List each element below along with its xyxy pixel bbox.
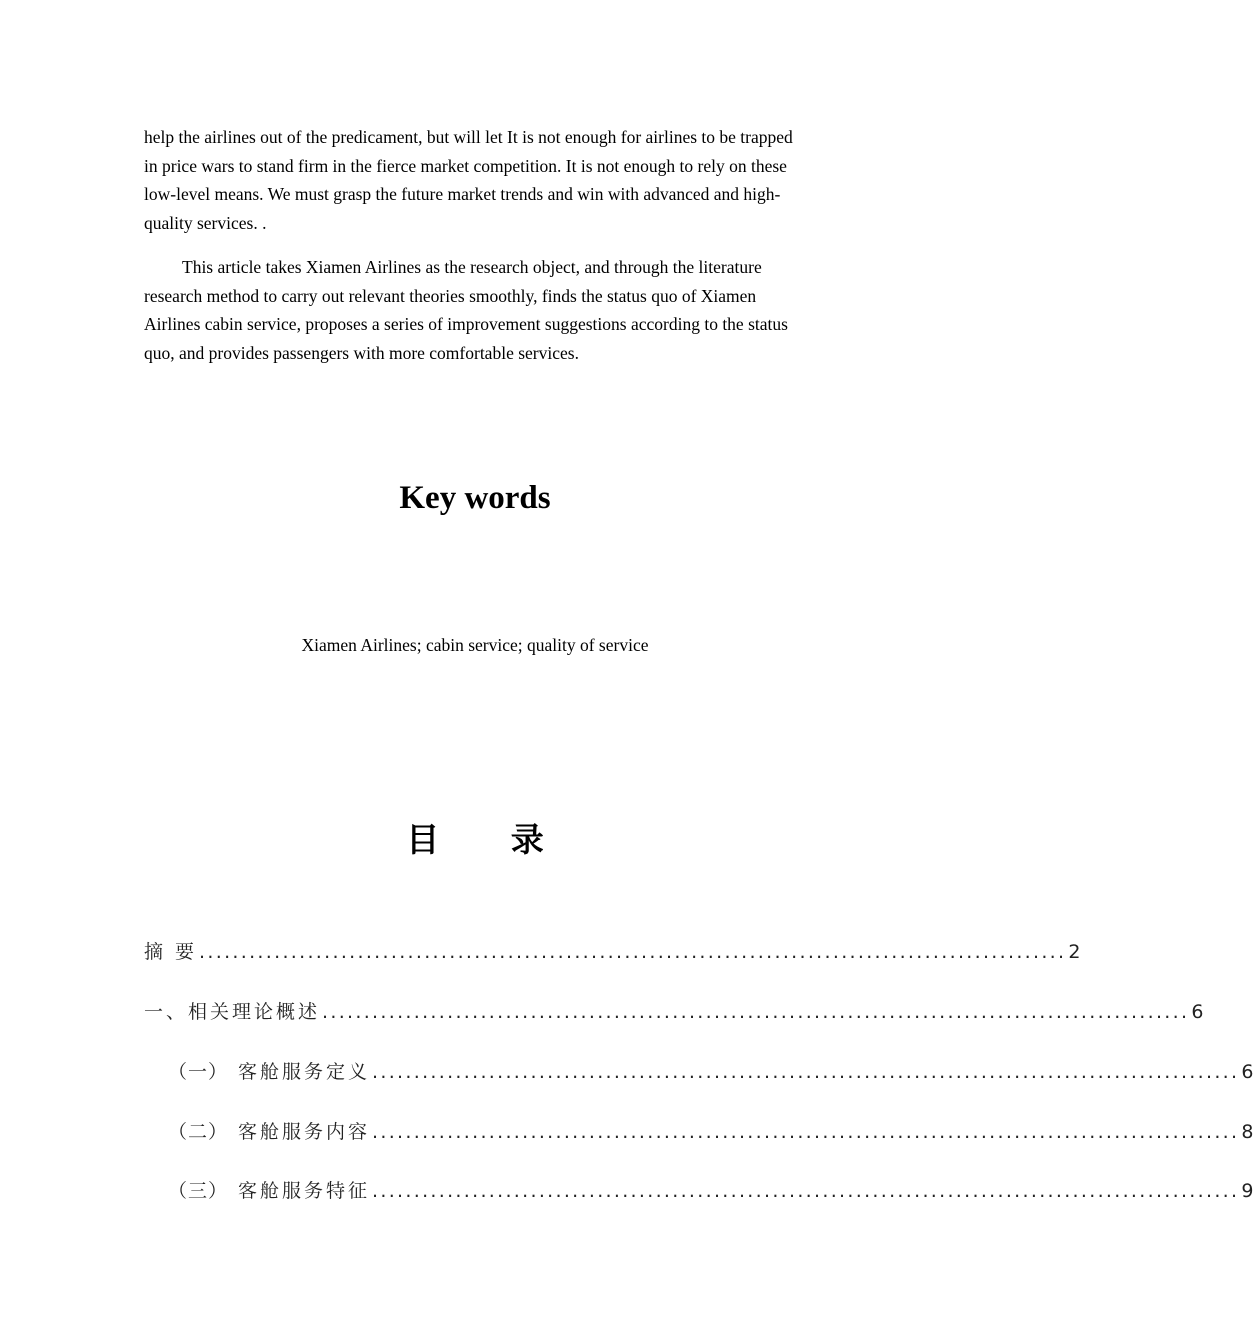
toc-entry-number: （一） — [168, 1061, 229, 1083]
toc-page-number: 2 — [1068, 941, 1081, 963]
toc-leader-dots: ........................................................................................................ — [372, 1121, 1240, 1143]
toc-entry-label: 摘 要 — [144, 941, 198, 963]
toc-page-number: 6 — [1241, 1061, 1253, 1083]
toc-entry-text — [168, 1177, 370, 1205]
toc-entry-label: 客舱服务内容 — [238, 1121, 371, 1143]
abstract-paragraph-1: help the airlines out of the predicament, but will let It is not enough for airlines to be trapped in price wars to stand firm in the fierce market competition. It is not enough to rely on these low-level means. We must grasp the future market trends and win with advanced and high-quality services. . — [144, 127, 793, 234]
toc-entry-label: 客舱服务特征 — [238, 1180, 371, 1202]
toc-leader-dots: ........................................................................................................ — [199, 941, 1067, 963]
toc-entry-text — [168, 1058, 370, 1086]
toc-page-number: 9 — [1241, 1180, 1253, 1202]
toc-leader-dots: ........................................................................................................ — [372, 1180, 1240, 1202]
toc-heading: 目 录 — [406, 820, 574, 859]
abstract-paragraph-2: This article takes Xiamen Airlines as the research object, and through the literature research method to carry out relevant theories smoothly, finds the status quo of Xiamen Airlines cabin service, proposes a series of improvement suggestions according to the status quo, and provides passengers with more comfortable services. — [144, 257, 788, 364]
toc-entry-number: （三） — [168, 1180, 229, 1202]
toc-page-number: 8 — [1241, 1121, 1253, 1143]
toc-entry-label: 一、相关理论概述 — [144, 1001, 321, 1023]
keywords-heading: Key words — [399, 480, 551, 516]
toc-entry-text — [168, 1118, 370, 1146]
toc-entry-section-1-1[interactable] — [168, 1058, 1253, 1086]
toc-entry-label: 客舱服务定义 — [238, 1061, 371, 1083]
toc-entry-chapter-1[interactable] — [144, 998, 1204, 1026]
toc-leader-dots: ........................................................................................................ — [322, 1001, 1190, 1023]
toc-entry-number: （二） — [168, 1121, 229, 1143]
toc-entry-section-1-2[interactable] — [168, 1118, 1253, 1146]
toc-leader-dots: ........................................................................................................ — [372, 1061, 1240, 1083]
toc-entry-section-1-3[interactable] — [168, 1177, 1253, 1205]
toc-page-number: 6 — [1191, 1001, 1204, 1023]
toc-entry-abstract[interactable] — [144, 938, 1081, 966]
keywords-list: Xiamen Airlines; cabin service; quality of service — [301, 635, 649, 655]
